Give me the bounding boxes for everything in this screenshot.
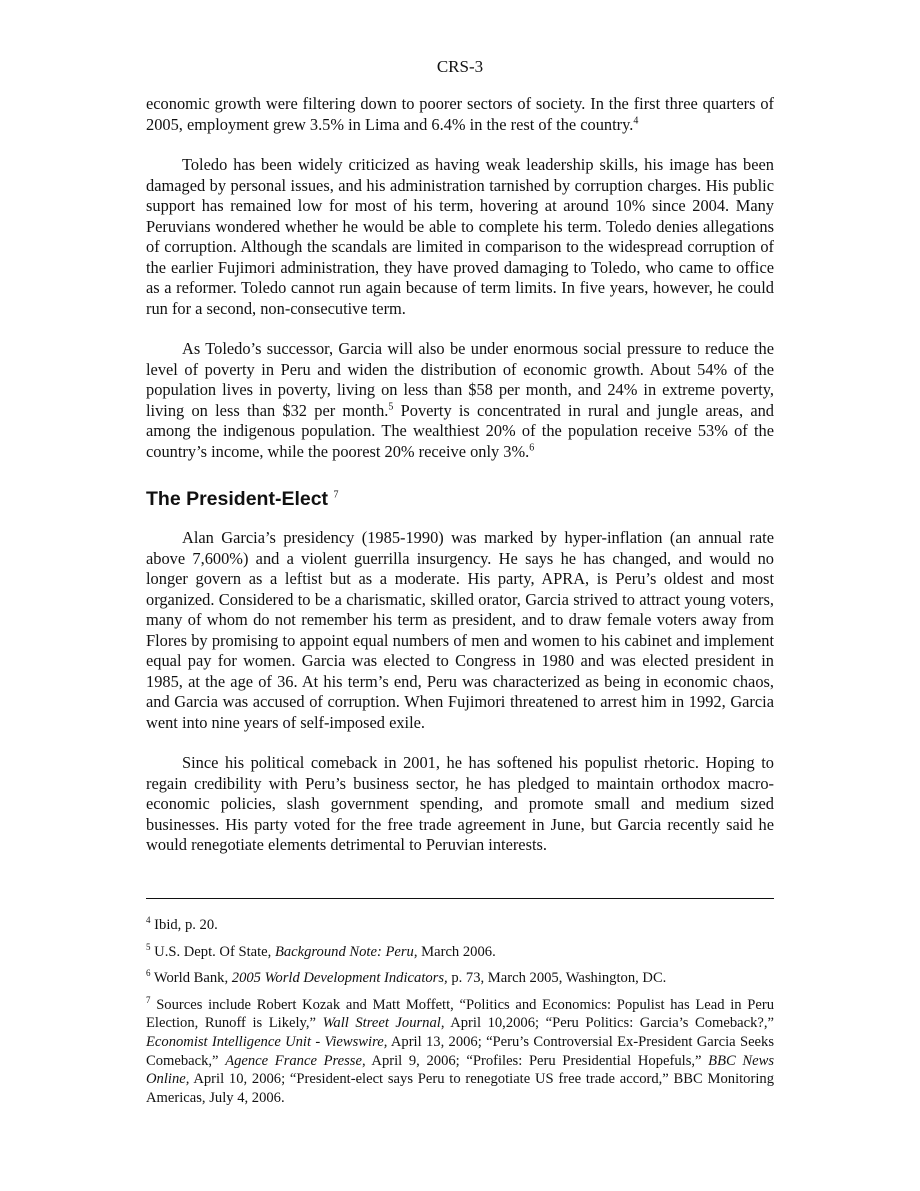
footnote-4: $^4$ Ibid, p. 20. (146, 915, 218, 933)
paragraph-poverty: As Toledo’s successor, Garcia will also be under enormous social pressure to reduce the level of poverty in Peru and widen the distribution of economic growth. About 54% of the population lives in poverty, living on less than $58 per month, and 24% in extreme poverty, living on less than $32 per month.$^5$ Poverty is concentrated in rural and jungle areas, and among the indigenous population. The wealthiest 20% of the population receive 53% of the country’s income, while the poorest 20% receive only 3%.$^6$ (146, 339, 774, 461)
footnote-divider (146, 898, 774, 899)
footnote-7: $^7$ Sources include Robert Kozak and Matt Moffett, “Politics and Economics: Populist has Lead in Peru Election, Runoff is Likely,” Wall Street Journal, April 10,2006; “Peru Politics: Garcia’s Comeback?,” Economist Intelligence Unit - Viewswire, April 13, 2006; “Peru’s Controversial Ex-President Garcia Seeks Comeback,” Agence France Presse, April 9, 2006; “Profiles: Peru Presidential Hopefuls,” BBC News Online, April 10, 2006; “President-elect says Peru to renegotiate US free trade accord,” BBC Monitoring Americas, July 4, 2006. (146, 994, 775, 1106)
footnote-ref-4[interactable]: 4 (633, 115, 639, 127)
section-heading-president-elect: The President-Elect $^7$ (146, 488, 339, 510)
footnote-ref-6[interactable]: 6 (529, 442, 535, 454)
paragraph-garcia-presidency: Alan Garcia’s presidency (1985-1990) was marked by hyper-inflation (an annual rate above 7,600%) and a violent guerrilla insurgency. He says he has changed, and would no longer govern as a leftist but as a moderate. His party, APRA, is Peru’s oldest and most organized. Considered to be a charismatic, skilled orator, Garcia strived to attract young voters, many of whom do not remember his term as president, and to draw female voters away from Flores by promising to appoint equal numbers of men and women to his cabinet and implement equal pay for women. Garcia was elected to Congress in 1980 and was elected president in 1985, at the age of 36. At his term’s end, Peru was characterized as being in economic chaos, and Garcia was accused of corruption. When Fujimori threatened to arrest him in 1992, Garcia went into nine years of self-imposed exile. (146, 528, 774, 732)
footnotes (146, 916, 774, 1115)
footnote-6: $^6$ World Bank, 2005 World Development Indicators, p. 73, March 2005, Washington, DC. (146, 968, 667, 987)
main-content (146, 94, 774, 856)
footnote-5: $^5$ U.S. Dept. Of State, Background Note: Peru, March 2006. (146, 941, 496, 960)
paragraph-economic-growth: economic growth were filtering down to poorer sectors of society. In the first three quarters of 2005, employment grew 3.5% in Lima and 6.4% in the rest of the country.$^4$ (146, 94, 774, 134)
page-number-header: CRS-3 (436, 57, 484, 76)
paragraph-toledo-criticism: Toledo has been widely criticized as having weak leadership skills, his image has been damaged by personal issues, and his administration tarnished by corruption charges. His public support has remained low for most of his term, hovering at around 10% since 2004. Many Peruvians wondered whether he would be able to complete his term. Toledo denies allegations of corruption. Although the scandals are limited in comparison to the widespread corruption of the earlier Fujimori administration, they have proved damaging to Toledo, who came to office as a reformer. Toledo cannot run again because of term limits. In five years, however, he could run for a second, non-consecutive term. (146, 155, 774, 318)
footnote-ref-5[interactable]: 5 (388, 401, 394, 413)
footnote-ref-7[interactable]: 7 (333, 489, 339, 501)
paragraph-garcia-comeback: Since his political comeback in 2001, he has softened his populist rhetoric. Hoping to regain credibility with Peru’s business sector, he has pledged to maintain orthodox macro-economic policies, slash government spending, and promote small and medium sized businesses. His party voted for the free trade agreement in June, but Garcia recently said he would renegotiate elements detrimental to Peruvian interests. (146, 753, 774, 854)
